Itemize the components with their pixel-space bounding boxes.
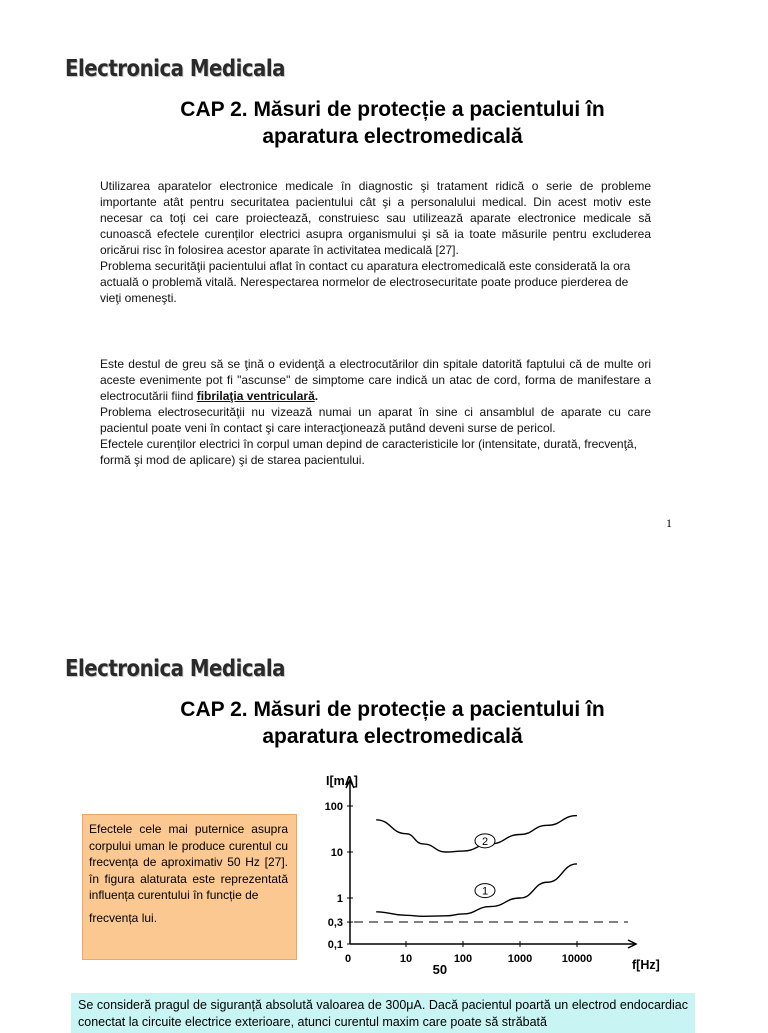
ventricular-fibrillation-term: fibrilaţia ventriculară xyxy=(196,389,315,403)
page-number: 1 xyxy=(666,516,672,530)
slide-2 xyxy=(0,600,768,1029)
paragraph-1: Utilizarea aparatelor electronice medicale în diagnostic şi tratament ridică o serie de probleme importante atât pentru securitatea pacientului cât şi a personalului medical. Din acest motiv este necesar ca toţi cei care proiectează, construiesc sau utilizează aparate electronice medicale să cunoască efectele curenților electrici asupra organismului şi să ia toate măsurile pentru excluderea oricărui risc în folosirea acestor aparate în activitatea medicală [27]. xyxy=(100,179,651,257)
x-tick-label: 1000 xyxy=(507,953,533,965)
brand-title: Electronica Medicala xyxy=(65,656,285,682)
y-tick-label: 0,3 xyxy=(327,917,343,930)
current-frequency-chart xyxy=(318,772,678,977)
paragraph-3 xyxy=(100,356,651,404)
y-axis-label: I[mA] xyxy=(326,774,358,788)
frequency-note-text: Efectele cele mai puternice asupra corpului uman le produce curentul cu frecvența de aproximativ 50 Hz [27]. în figura alaturata este reprezentată influența curentului în funcție de xyxy=(89,822,288,902)
paragraph-5: Efectele curenților electrici în corpul uman depind de caracteristicile lor (intensitate, durată, frecvenţă, formă şi mod de aplicare) şi de starea pacientului. xyxy=(100,437,637,467)
x-label-50hz: 50 xyxy=(432,962,448,977)
chart-series xyxy=(354,816,628,923)
chapter-title xyxy=(100,96,685,150)
chapter-title xyxy=(100,696,685,750)
x-tick-label: 10000 xyxy=(561,953,593,965)
chapter-title-line-1: CAP 2. Măsuri de protecție a pacientului în xyxy=(180,698,605,721)
paragraph-4: Problema electrosecurităţii nu vizează numai un aparat în sine ci ansamblul de aparate cu care pacientul poate veni în contact şi care interacţionează putând deveni surse de pericol. xyxy=(100,405,651,435)
chart-axes xyxy=(346,780,636,948)
y-tick-label: 1 xyxy=(336,893,343,905)
x-tick-label: 100 xyxy=(453,953,473,965)
paragraph-3-text: Este destul de greu să se ţină o evidenţă a electrocutărilor din spitale datorită faptului că de multe ori aceste evenimente pot fi "ascunse" de simptome care indică un atac de cord, forma de manifestare a electrocutării fiind xyxy=(100,357,651,403)
frequency-note-tail: frecvența lui. xyxy=(89,910,158,925)
series-2-line xyxy=(376,816,577,852)
safety-threshold-box: Se consideră pragul de siguranță absolută valoarea de 300μA. Dacă pacientul poartă un electrod endocardiac conectat la circuite electrice exterioare, atunci curentul maxim care poate să străbată xyxy=(71,993,695,1033)
chapter-title-line-1: CAP 2. Măsuri de protecție a pacientului în xyxy=(180,98,605,121)
series-2-label: 2 xyxy=(481,835,489,848)
intro-block xyxy=(100,178,651,306)
series-1-label: 1 xyxy=(481,885,489,898)
x-tick-label: 0 xyxy=(344,953,352,965)
x-tick-label: 10 xyxy=(399,953,413,965)
brand-title: Electronica Medicala xyxy=(65,56,285,82)
paragraph-2: Problema securităţii pacientului aflat în contact cu aparatura electromedicală este considerată la ora actuală o problemă vitală. Nerespectarea normelor de electrosecuritate poate produce pierderea de vieţi omeneşti. xyxy=(100,259,631,305)
x-axis-label: f[Hz] xyxy=(632,958,660,972)
y-tick-label: 100 xyxy=(324,801,343,813)
y-tick-label: 0,1 xyxy=(327,939,343,951)
electrocution-block xyxy=(100,356,651,468)
chapter-title-line-2: aparatura electromedicală xyxy=(262,725,523,748)
y-tick-label: 10 xyxy=(330,847,343,859)
frequency-note-box xyxy=(82,814,297,960)
chapter-title-line-2: aparatura electromedicală xyxy=(262,125,523,148)
paragraph-3-end: . xyxy=(314,389,319,403)
chart-labels xyxy=(325,774,660,977)
